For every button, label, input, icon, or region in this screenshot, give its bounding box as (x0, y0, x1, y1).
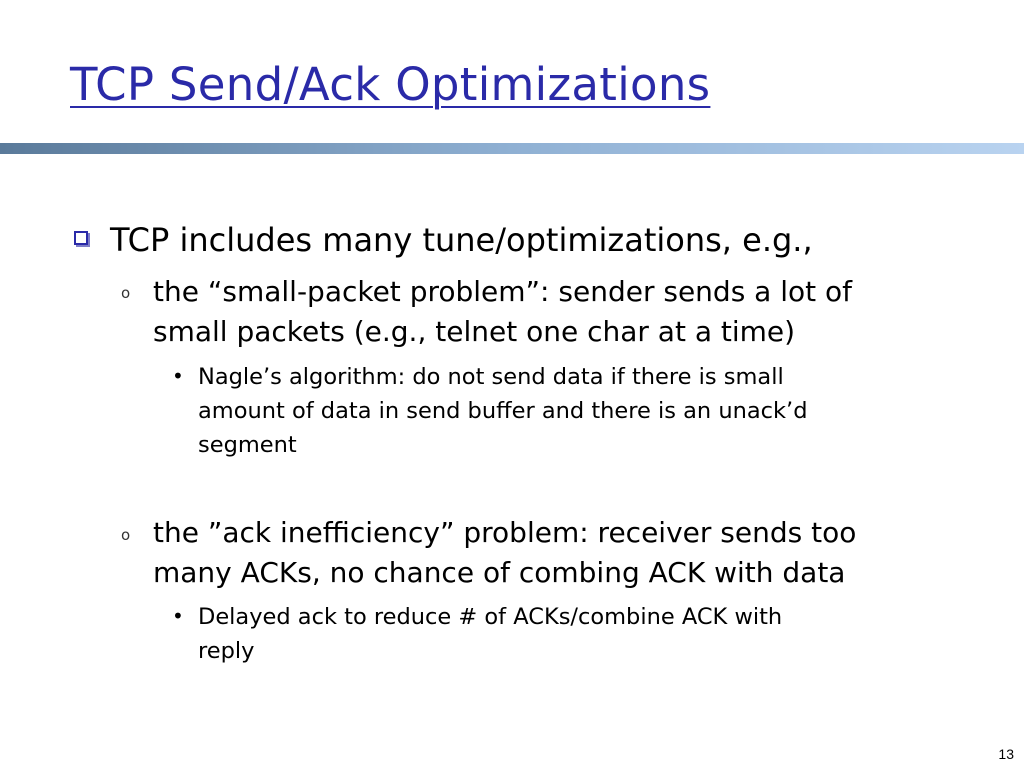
dot-bullet-icon: • (172, 604, 184, 628)
circle-bullet-icon: o (121, 526, 131, 544)
slide-title: TCP Send/Ack Optimizations (70, 58, 711, 111)
dot-bullet-icon: • (172, 364, 184, 388)
detail-2-line-1: Delayed ack to reduce # of ACKs/combine ACK with (198, 604, 783, 630)
detail-1-line-3: segment (198, 432, 297, 458)
sub-bullet-1-line-1: the “small-packet problem”: sender sends a lot of (153, 275, 853, 308)
page-number: 13 (998, 746, 1014, 762)
square-bullet-icon (74, 231, 88, 245)
sub-bullet-2-line-1: the ”ack inefficiency” problem: receiver sends too (153, 516, 857, 549)
circle-bullet-icon: o (121, 284, 131, 302)
sub-bullet-2-line-2: many ACKs, no chance of combing ACK with data (153, 556, 846, 589)
detail-2-line-2: reply (198, 638, 255, 664)
sub-bullet-1-line-2: small packets (e.g., telnet one char at a time) (153, 315, 796, 348)
detail-1-line-2: amount of data in send buffer and there is an unack’d (198, 398, 808, 424)
main-bullet-text: TCP includes many tune/optimizations, e.g., (110, 221, 813, 259)
detail-1-line-1: Nagle’s algorithm: do not send data if there is small (198, 364, 784, 390)
